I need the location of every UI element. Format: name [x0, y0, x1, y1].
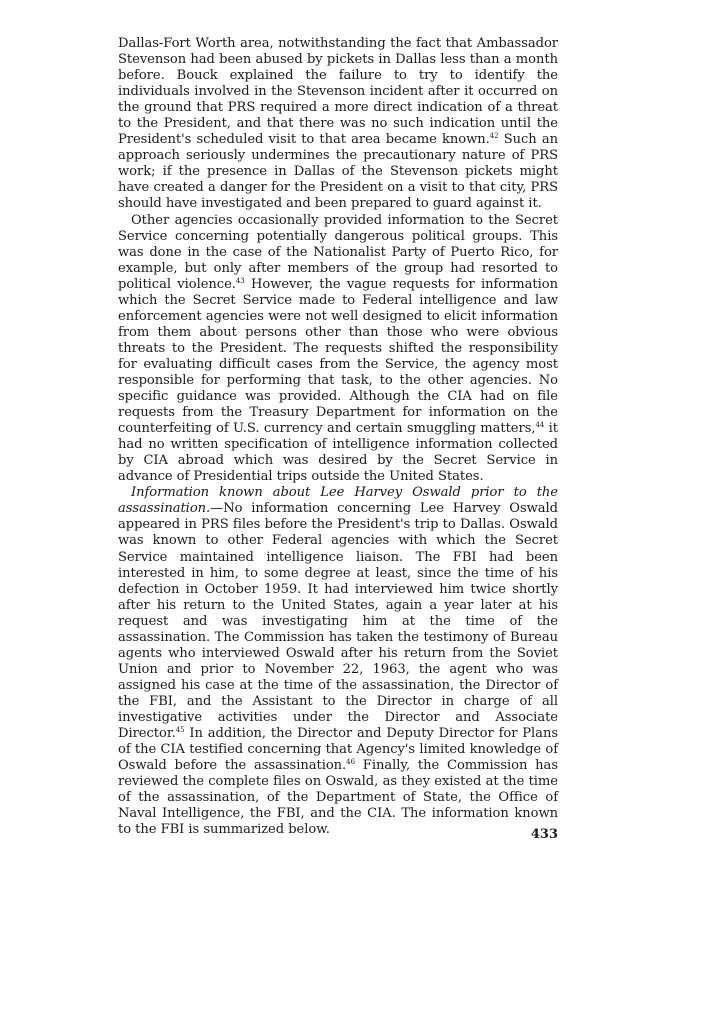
- paragraph-1-text-b: Such an approach seriously undermines the precautionary nature of PRS work; if the presence in Dallas of the Stevenson pickets might have created a danger for the President on a visit to that city, PRS should have investigated and been prepared to guard against it.: [118, 132, 558, 212]
- paragraph-3-text-c: Finally, the Commission has reviewed the complete files on Oswald, as they existed at the time of the assassination, of the Department of State, the Office of Naval Intelligence, the FBI, and the CIA. The information known to the FBI is summarized below.: [118, 758, 558, 838]
- paragraph-stevenson-pickets: [118, 36, 558, 213]
- paragraph-2-text-a: Other agencies occasionally provided information to the Secret Service concerning potentially dangerous political groups. This was done in the case of the Nationalist Party of Puerto Rico, for example, but only after members of the group had resorted to political violence.: [118, 212, 558, 292]
- paragraph-3-text-b: In addition, the Director and Deputy Director for Plans of the CIA testified concerning that Agency's limited knowledge of Oswald before the assassination.: [118, 726, 558, 774]
- footnote-ref-43: 43: [235, 276, 245, 285]
- section-run-in-heading: Information known about Lee Harvey Oswald prior to the assassination.: [118, 485, 558, 517]
- paragraph-3-text-a: —No information concerning Lee Harvey Oswald appeared in PRS files before the President's trip to Dallas. Oswald was known to other Federal agencies with which the Secret Service maintained intelligence liaison. The FBI had been interested in him, to some degree at least, since the time of his defection in October 1959. It had interviewed him twice shortly after his return to the United States, again a year later at his request and was investigating him at the time of the assassination. The Commission has taken the testimony of Bureau agents who interviewed Oswald after his return from the Soviet Union and prior to November 22, 1963, the agent who was assigned his case at the time of the assassination, the Director of the FBI, and the Assistant to the Director in charge of all investigative activities under the Director and Associate Director.: [118, 501, 558, 742]
- footnote-ref-42: 42: [489, 132, 499, 141]
- paragraph-other-agencies: [118, 213, 558, 486]
- document-page: [118, 36, 558, 838]
- page-number: 433: [530, 827, 558, 842]
- paragraph-2-text-b: However, the vague requests for information which the Secret Service made to Federal intelligence and law enforcement agencies were not well designed to elicit information from them about persons other than those who were obvious threats to the President. The requests shifted the responsibility for evaluating difficult cases from the Service, the agency most responsible for performing that task, to the other agencies. No specific guidance was provided. Although the CIA had on file requests from the Treasury Department for information on the counterfeiting of U.S. currency and certain smuggling matters,: [118, 276, 558, 437]
- footnote-ref-46: 46: [346, 758, 355, 767]
- paragraph-2-text-c: it had no written specification of intelligence information collected by CIA abroad which was desired by the Secret Service in advance of Presidential trips outside the United States.: [118, 421, 558, 485]
- footnote-ref-45: 45: [175, 726, 185, 735]
- paragraph-oswald-information: [118, 485, 558, 838]
- footnote-ref-44: 44: [535, 421, 545, 430]
- paragraph-1-text-a: Dallas-Fort Worth area, notwithstanding the fact that Ambassador Stevenson had been abused by pickets in Dallas less than a month before. Bouck explained the failure to try to identify the individuals involved in the Stevenson incident after it occurred on the ground that PRS required a more direct indication of a threat to the President, and that there was no such indication until the President's scheduled visit to that area became known.: [118, 36, 558, 148]
